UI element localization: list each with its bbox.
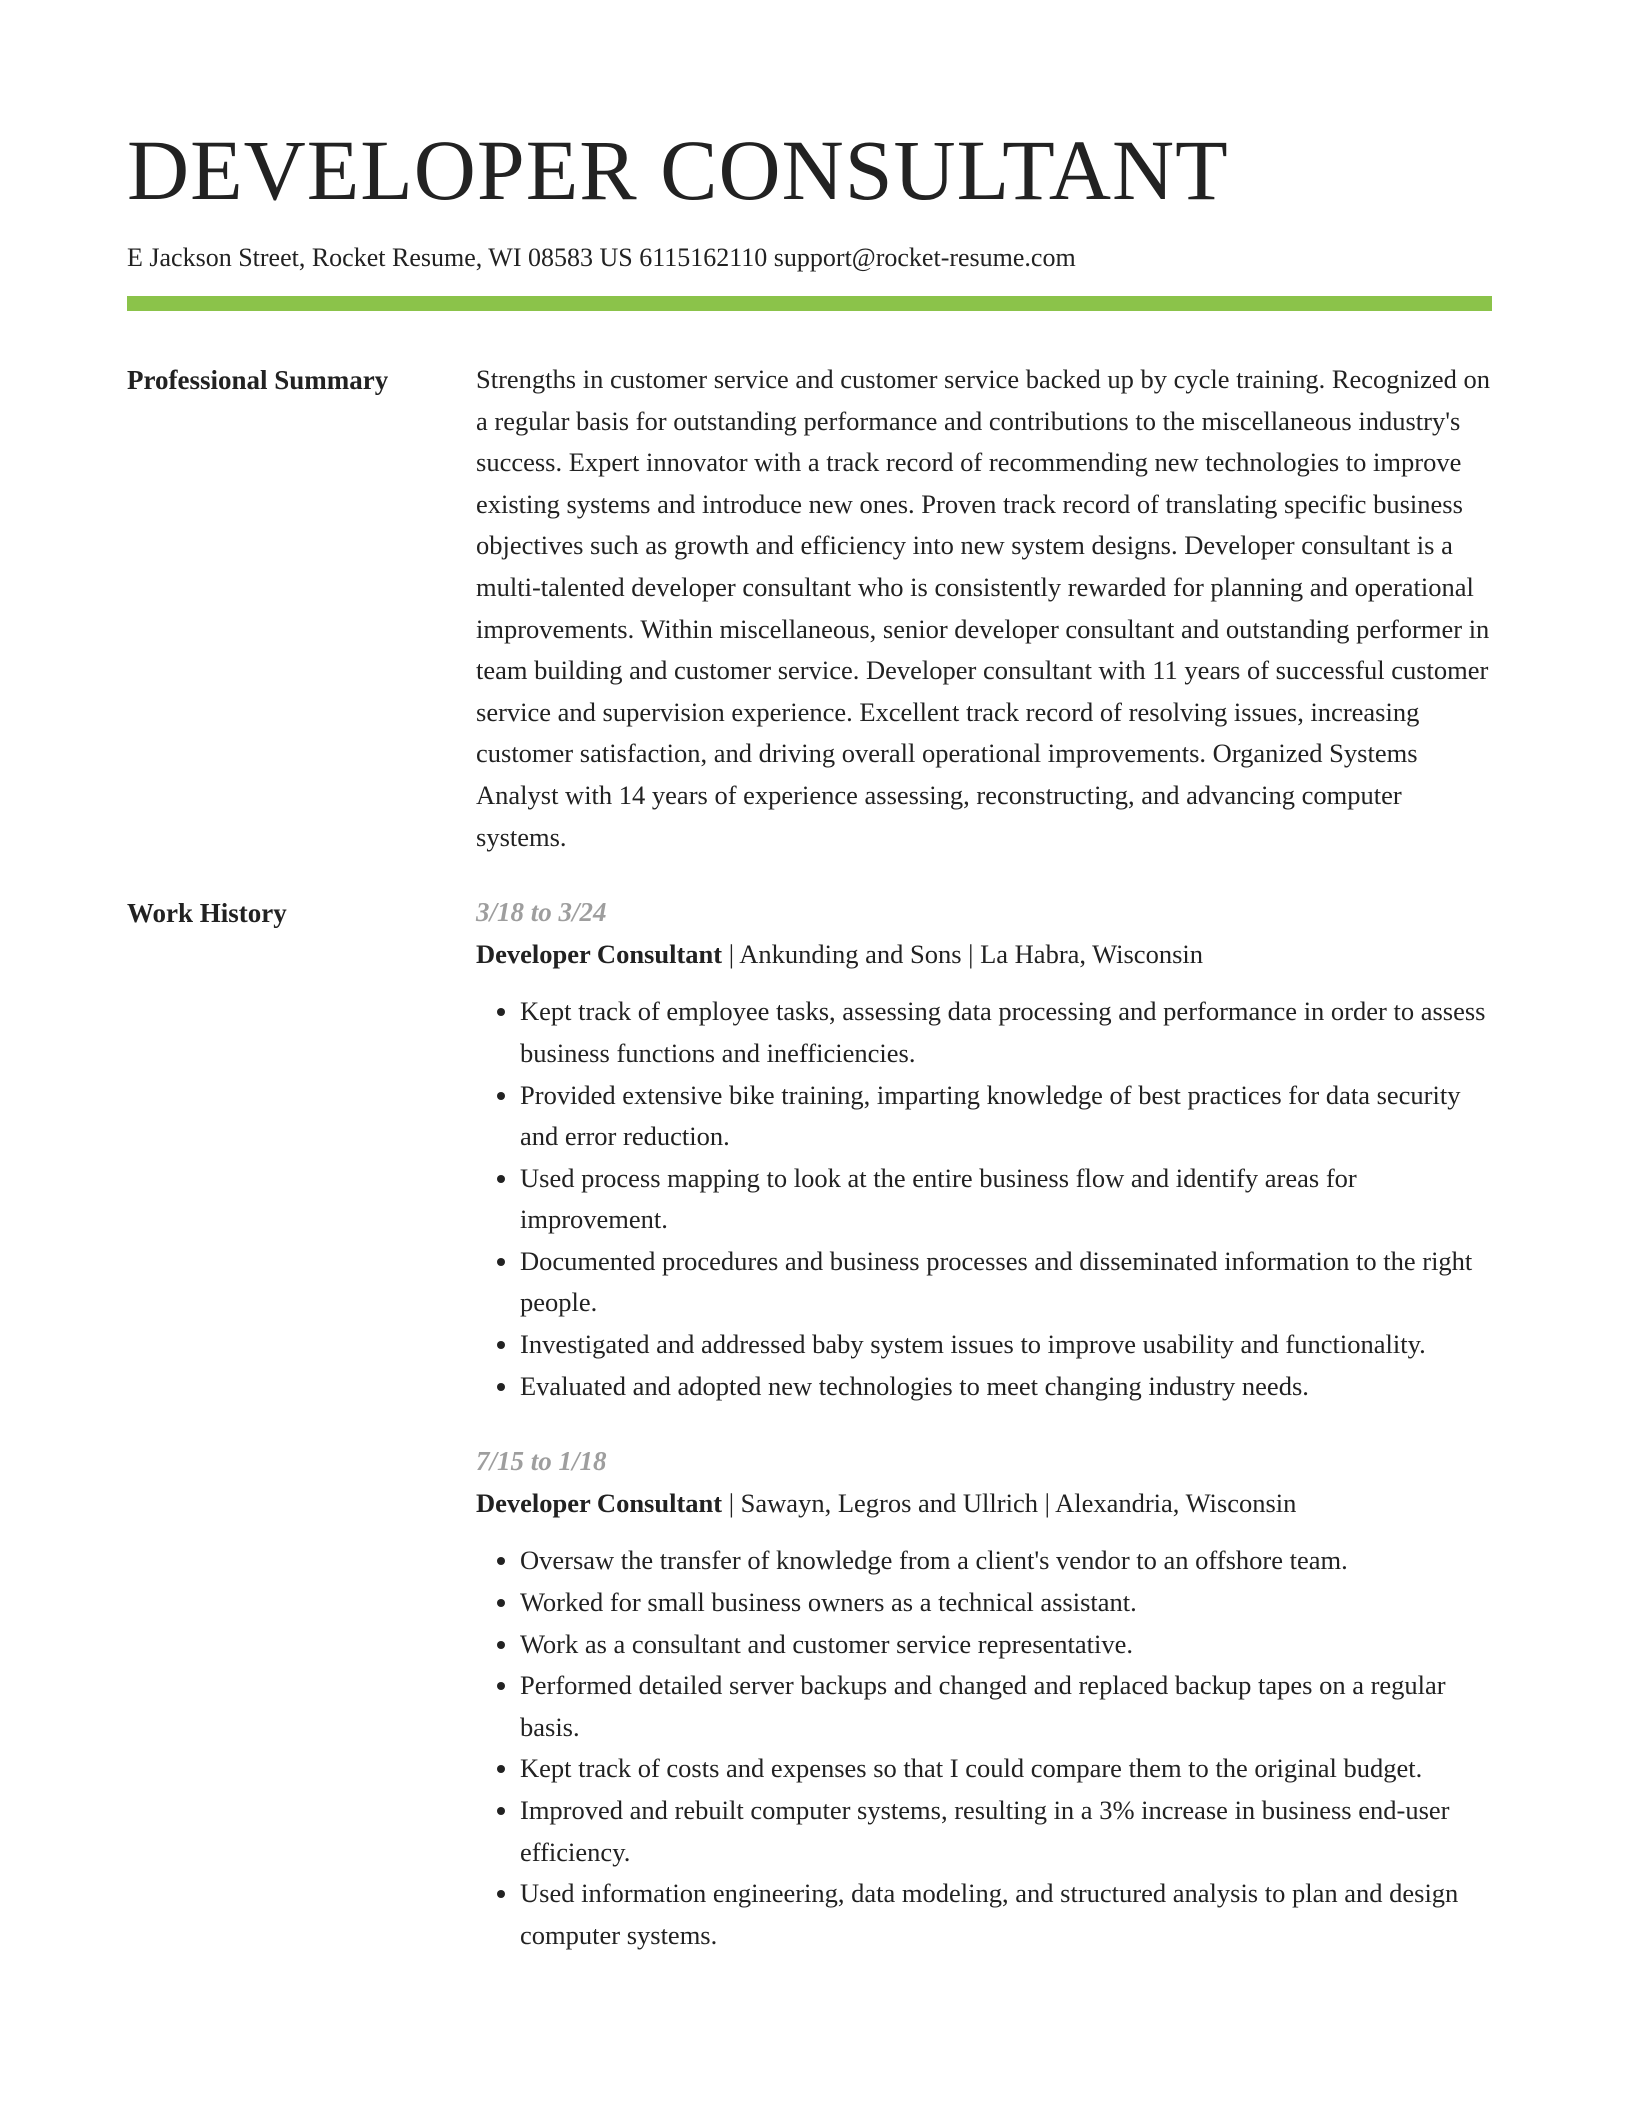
job-bullet-item: • Evaluated and adopted new technologies to meet changing industry needs. <box>520 1366 1492 1408</box>
job-bullet-item: • Kept track of employee tasks, assessing data processing and performance in order to assess business functions and inefficiencies. <box>520 991 1492 1074</box>
job-dates: 3/18 to 3/24 <box>476 897 607 928</box>
job-bullet-list <box>476 991 1492 1407</box>
job-bullet-item: • Documented procedures and business processes and disseminated information to the right people. <box>520 1241 1492 1324</box>
job-bullet-item: • Used information engineering, data modeling, and structured analysis to plan and design computer systems. <box>520 1873 1492 1956</box>
job-bullet-item: • Oversaw the transfer of knowledge from a client's vendor to an offshore team. <box>520 1540 1492 1582</box>
job-bullet-item: • Improved and rebuilt computer systems, resulting in a 3% increase in business end-user efficiency. <box>520 1790 1492 1873</box>
job-heading <box>476 934 1492 976</box>
candidate-name: DEVELOPER CONSULTANT <box>127 122 1229 218</box>
job-bullet-item: • Used process mapping to look at the entire business flow and identify areas for improvement. <box>520 1158 1492 1241</box>
job-title: Developer Consultant <box>476 938 723 969</box>
job-bullet-item: • Provided extensive bike training, imparting knowledge of best practices for data security and error reduction. <box>520 1075 1492 1158</box>
job-bullet-list <box>476 1540 1492 1956</box>
work-history-body <box>476 892 1492 1990</box>
resume-page <box>127 0 1492 1990</box>
summary-text: Strengths in customer service and customer service backed up by cycle training. Recognized on a regular basis for outstanding performance and contributions to the miscellaneous industry's success. Expert innovator with a track record of recommending new technologies to improve existing systems and introduce new ones. Proven track record of translating specific business objectives such as growth and efficiency into new system designs. Developer consultant is a multi-talented developer consultant who is consistently rewarded for planning and operational improvements. Within miscellaneous, senior developer consultant and outstanding performer in team building and customer service. Developer consultant with 11 years of successful customer service and supervision experience. Excellent track record of resolving issues, increasing customer satisfaction, and driving overall operational improvements. Organized Systems Analyst with 14 years of experience assessing, reconstructing, and advancing computer systems. <box>476 364 1491 852</box>
job-location: Alexandria, Wisconsin <box>1055 1487 1297 1518</box>
separator: | <box>1037 1487 1056 1518</box>
job-entry <box>476 1441 1492 1956</box>
job-heading <box>476 1483 1492 1525</box>
job-bullet-item: • Worked for small business owners as a technical assistant. <box>520 1582 1492 1624</box>
job-dates: 7/15 to 1/18 <box>476 1446 607 1477</box>
job-company: Sawayn, Legros and Ullrich <box>740 1487 1038 1518</box>
separator: | <box>722 1487 741 1518</box>
professional-summary-section <box>127 359 1492 858</box>
contact-info: E Jackson Street, Rocket Resume, WI 08583 US 6115162110 support@rocket-resume.com <box>127 243 1076 272</box>
job-bullet-item: • Performed detailed server backups and changed and replaced backup tapes on a regular basis. <box>520 1665 1492 1748</box>
job-bullet-item: • Kept track of costs and expenses so that I could compare them to the original budget. <box>520 1748 1492 1790</box>
work-history-section <box>127 892 1492 1990</box>
section-label-work-history: Work History <box>127 898 287 929</box>
header-divider <box>127 296 1492 311</box>
job-company: Ankunding and Sons <box>739 938 962 969</box>
job-bullet-item: • Work as a consultant and customer service representative. <box>520 1624 1492 1666</box>
separator: | <box>961 938 981 969</box>
job-location: La Habra, Wisconsin <box>980 938 1203 969</box>
section-label-summary: Professional Summary <box>127 365 389 395</box>
job-entry <box>476 892 1492 1407</box>
separator: | <box>722 938 740 969</box>
summary-body <box>476 359 1492 858</box>
job-bullet-item: • Investigated and addressed baby system issues to improve usability and functionality. <box>520 1324 1492 1366</box>
job-title: Developer Consultant <box>476 1487 723 1518</box>
